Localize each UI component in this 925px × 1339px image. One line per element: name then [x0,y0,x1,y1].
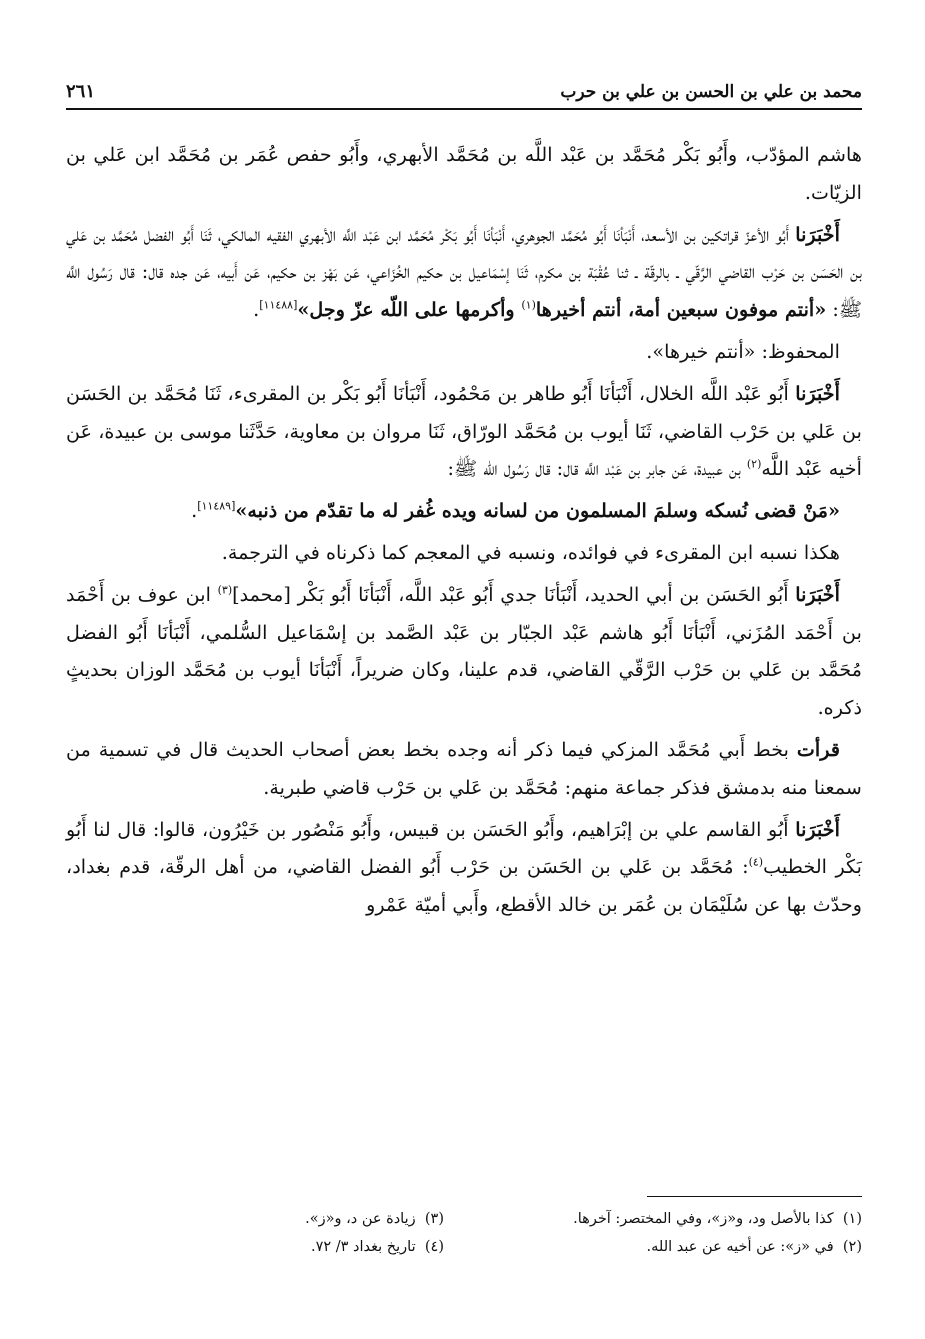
hadith-number: [١١٤٨٩] [197,499,236,513]
paragraph-text: أَبُو القاسم علي بن إبْرَاهيم، وأَبُو الحَسَن بن قبيس، وأَبُو مَنْصُور بن خَيْرُون، قالوا: قال لنا أَبُو بَكْر الخطيب [66,817,862,879]
footnote-divider [647,1196,862,1197]
paragraph-text: أَبُو الحَسَن بن أبي الحديد، أَنْبَأنَا جدي أَبُو عَبْد اللَّه، أَنْبَأنَا أَبُو بَكْر [محمد] [232,582,796,606]
hadith-text: «أنتم موفون سبعين أمة، أنتم أخيرها [535,298,827,322]
isnad-keyword: أَخْبَرَنا [795,222,840,246]
isnad-keyword: أَخْبَرَنا [795,582,840,606]
footnote-ref: (٤) [748,855,764,869]
paragraph-2 [66,216,862,329]
footnote-item [66,1211,444,1227]
paragraph-6 [66,534,862,572]
paragraph-text: المحفوظ: «أنتم خيرها». [646,339,840,363]
footnote-item [484,1239,862,1255]
hadith-number: [١١٤٨٨] [259,298,298,312]
punctuation: . [191,499,198,523]
footnotes [66,1196,862,1255]
paragraph-7 [66,576,862,727]
footnote-text: تاريخ بغداد ٣/ ٧٢. [310,1239,416,1255]
isnad-keyword: أَخْبَرَنا [795,381,840,405]
footnote-ref: (٣) [217,583,233,597]
paragraph-text: هكذا نسبه ابن المقرىء في فوائده، ونسبه في المعجم كما ذكرناه في الترجمة. [221,540,840,564]
paragraph-text: ابن عوف بن أَحْمَد بن أَحْمَد المُزَني، أَنْبَأنَا أَبُو هاشم عَبْد الجبّار بن عَبْد الصَّمد بن إسْمَاعيل السُّلمي، أَنْبَأنَا أَبُو الفضل مُحَمَّد بن عَلي بن حَرْب الرَّقّي القاضي، قدم علينا، وكان ضريراً، أَنْبَأنَا أيوب بن مُحَمَّد الوزان بحديثٍ ذكره. [66,582,862,720]
isnad-keyword: قرأت [796,737,840,761]
running-title: محمد بن علي بن الحسن بن علي بن حرب [560,82,862,102]
footnote-text: كذا بالأصل ود، و«ز»، وفي المختصر: آخرها. [573,1211,834,1227]
footnote-mark: (٣) [424,1211,444,1227]
paragraph-1 [66,136,862,212]
footnote-text: زيادة عن د، و«ز». [305,1211,416,1227]
footnote-mark: (٢) [842,1239,862,1255]
hadith-text: وأكرمها على اللّه عزّ وجل» [297,298,522,322]
paragraph-text: بخط أَبي مُحَمَّد المزكي فيما ذكر أنه وجده بخط بعض أصحاب الحديث قال في تسمية من سمعنا منه بدمشق فذكر جماعة منهم: مُحَمَّد بن عَلي بن حَرْب قاضي طبرية. [66,737,862,799]
paragraph-5 [66,492,862,530]
paragraph-4 [66,375,862,488]
book-page [66,66,862,1306]
footnote-mark: (٤) [424,1239,444,1255]
isnad-keyword: أَخْبَرَنا [795,817,840,841]
footnote-list [66,1211,862,1255]
page-header [66,66,862,110]
paragraph-text: هاشم المؤدّب، وأَبُو بَكْر مُحَمَّد بن عَبْد اللَّه بن مُحَمَّد الأبهري، وأَبُو حفص عُمَر بن مُحَمَّد ابن عَلي بن الزيّات. [66,143,862,204]
punctuation: . [253,298,260,322]
paragraph-text: أَبُو عَبْد اللَّه الخلال، أَنْبَأنَا أَبُو طاهر بن مَحْمُود، أَنْبَأنَا أَبُو بَكْر بن المقرىء، ثَنَا مُحَمَّد بن الحَسَن بن عَلي بن حَرْب القاضي، ثَنَا أيوب بن مُحَمَّد الورّاق، ثَنَا مروان بن معاوية، حَدَّثَنا موسى بن عبيدة، عَن أخيه عَبْد اللَّه [66,381,862,481]
footnote-text: في «ز»: عن أخيه عن عبد الله. [646,1239,834,1255]
footnote-ref: (٢) [746,457,762,471]
hadith-text: «مَنْ قضى نُسكه وسلمَ المسلمون من لسانه ويده غُفر له ما تقدّم من ذنبه» [235,499,840,523]
footnote-item [484,1211,862,1227]
paragraph-text: أَبُو الأعزّ قراتكين بن الأسعد، أَنْبَأنَا أَبُو مُحَمَّد الجوهري، أَنْبَأنَا أَبُو بَكْر مُحَمَّد ابن عَبْد اللَّه الأبهري الفقيه المالكي، ثَنَا أَبُو الفضل مُحَمَّد بن عَلي بن الحَسَن بن حَرْب القاضي الرَّقّي ـ بالرقّة ـ ثنا عُقْبَة بن مكرم، ثَنَا إسْمَاعيل بن حكيم الخُزَاعي، عَن بَهْز بن حكيم، عَن أَبيه، عَن جده قال: قال رَسُول اللَّه ﷺ: [66,222,862,322]
paragraph-text: بن عبيدة، عَن جابر بن عَبْد اللَّه قال: قال رَسُول اللّه ﷺ: [447,457,747,481]
paragraph-9 [66,811,862,924]
footnote-mark: (١) [842,1211,862,1227]
footnote-ref: (١) [521,298,536,312]
footnote-item [66,1239,444,1255]
paragraph-3 [66,333,862,371]
page-number: ٢٦١ [66,81,96,102]
paragraph-text: : مُحَمَّد بن عَلي بن الحَسَن بن حَرْب أَبُو الفضل القاضي، من أهل الرقّة، قدم بغداد، وحدّث بها عن سُلَيْمَان بن عُمَر بن خالد الأقطع، وأَبي أميّة عَمْرو [66,855,862,917]
paragraph-8 [66,731,862,807]
main-text [66,136,862,928]
